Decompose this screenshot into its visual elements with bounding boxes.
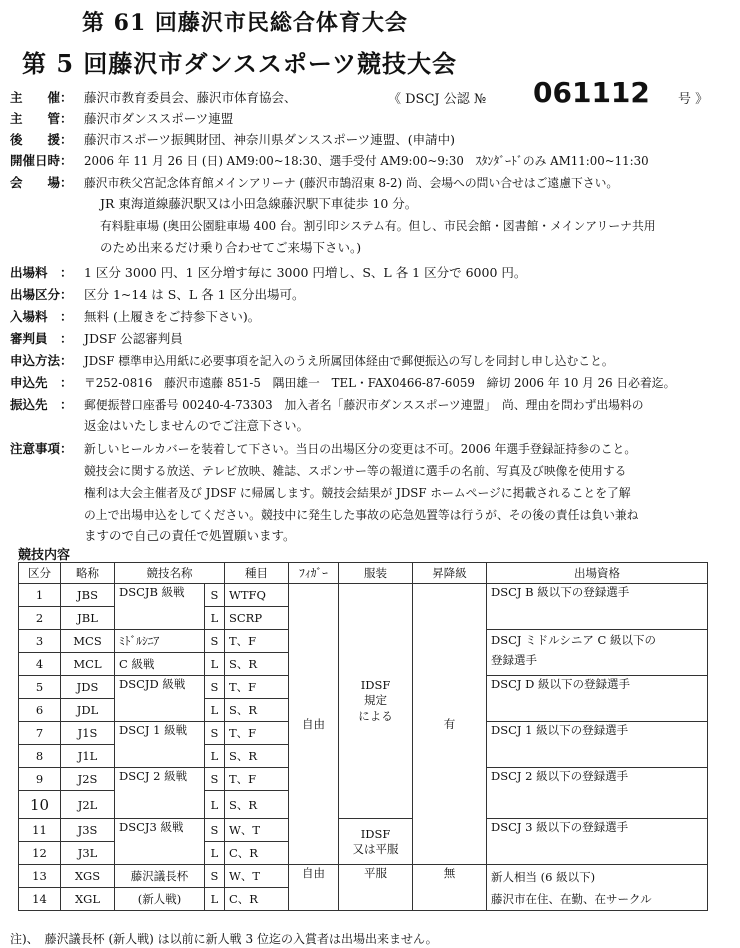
cell-dances: T、F xyxy=(225,630,289,653)
organizer-label: 主 催： xyxy=(10,90,73,105)
header-category: 区分 xyxy=(19,563,61,584)
dress-line: 又は平服 xyxy=(352,841,399,856)
cell-sl: L xyxy=(205,699,225,722)
venue-value-4: のため出来るだけ乗り合わせてご来場下さい。) xyxy=(100,240,362,255)
manager-label: 主 管： xyxy=(10,111,73,126)
cell-name: DSCJ 1 級戦 xyxy=(115,722,205,768)
header-figure: ﾌｨｶﾞｰ xyxy=(289,563,339,584)
qualification-line: 新人相当 (6 級以下) xyxy=(491,869,596,884)
cell-sl: S xyxy=(205,584,225,607)
cell-no: 8 xyxy=(19,745,61,768)
cell-abbr: JDL xyxy=(61,699,115,722)
dscj-suffix: 号 》 xyxy=(678,92,709,107)
cell-abbr: J3L xyxy=(61,842,115,865)
competition-table xyxy=(18,562,708,911)
cell-qualification: DSCJ D 級以下の登録選手 xyxy=(487,676,708,722)
manager-value: 藤沢市ダンススポーツ連盟 xyxy=(84,111,234,126)
dress-line: IDSF xyxy=(360,826,391,841)
cell-no: 6 xyxy=(19,699,61,722)
cell-no: 1 xyxy=(19,584,61,607)
cell-name: DSCJ3 級戦 xyxy=(115,819,205,865)
cell-dances: C、R xyxy=(225,842,289,865)
payment-label: 振込先 ： xyxy=(10,397,73,412)
notes-label: 注意事項： xyxy=(10,441,73,456)
apply-to-label: 申込先 ： xyxy=(10,375,73,390)
competition-section-title: 競技内容 xyxy=(18,548,71,563)
cell-figure: 自由 xyxy=(289,865,339,911)
entry-fee-label: 出場料 ： xyxy=(10,265,73,280)
cell-qualification: DSCJ 3 級以下の登録選手 xyxy=(487,819,708,865)
qualification-line: 藤沢市在住、在勤、在サークル xyxy=(491,891,652,906)
apply-to-value: 〒252-0816 藤沢市遠藤 851-5 隅田雄一 TEL・FAX0466-87-6059 締切 2006 年 10 月 26 日必着迄。 xyxy=(84,376,676,390)
header-dress: 服装 xyxy=(339,563,413,584)
support-value: 藤沢市スポーツ振興財団、神奈川県ダンススポーツ連盟、(申請中) xyxy=(84,132,456,147)
cell-dances: C、R xyxy=(225,888,289,911)
cell-name: (新人戦) xyxy=(115,888,205,911)
cell-dances: W、T xyxy=(225,819,289,842)
header-dances: 種目 xyxy=(225,563,289,584)
cell-name: ﾐﾄﾞﾙｼﾆｱ xyxy=(115,630,205,653)
table-row xyxy=(19,865,708,888)
cell-name: DSCJ 2 級戦 xyxy=(115,768,205,819)
cell-dances: S、R xyxy=(225,745,289,768)
entry-fee-value: 1 区分 3000 円、1 区分増す毎に 3000 円増し、S、L 各 1 区分で 6000 円。 xyxy=(84,265,527,280)
cell-dances: S、R xyxy=(225,699,289,722)
cell-dress xyxy=(339,584,413,819)
cell-no: 3 xyxy=(19,630,61,653)
cell-name: DSCJD 級戦 xyxy=(115,676,205,722)
header-abbr: 略称 xyxy=(61,563,115,584)
cell-abbr: XGL xyxy=(61,888,115,911)
header-grade: 昇降級 xyxy=(413,563,487,584)
table-header-row xyxy=(19,563,708,584)
header-qualification: 出場資格 xyxy=(487,563,708,584)
cell-dances: T、F xyxy=(225,722,289,745)
cell-sl: L xyxy=(205,842,225,865)
header-name: 競技名称 xyxy=(115,563,225,584)
cell-figure: 自由 xyxy=(289,584,339,865)
cell-qualification: DSCJ B 級以下の登録選手 xyxy=(487,584,708,630)
cell-name: C 級戦 xyxy=(115,653,205,676)
apply-method-value: JDSF 標準申込用紙に必要事項を記入のうえ所属団体経由で郵便振込の写しを同封し申し込むこと。 xyxy=(84,354,614,368)
notes-value-2: 競技会に関する放送、テレビ放映、雑誌、スポンサー等の報道に選手の名前、写真及び映像を使用する xyxy=(84,464,627,478)
judges-label: 審判員 ： xyxy=(10,331,73,346)
dscj-number: 061112 xyxy=(533,76,650,109)
cell-abbr: XGS xyxy=(61,865,115,888)
dress-line: による xyxy=(358,709,393,723)
date-value: 2006 年 11 月 26 日 (日) AM9:00~18:30、選手受付 AM9:00~9:30 ｽﾀﾝﾀﾞｰﾄﾞのみ AM11:00~11:30 xyxy=(84,154,649,168)
cell-dances: S、R xyxy=(225,653,289,676)
cell-sl: S xyxy=(205,768,225,791)
cell-sl: S xyxy=(205,722,225,745)
dscj-prefix: 《 DSCJ 公認 № xyxy=(388,92,487,107)
cell-abbr: J1L xyxy=(61,745,115,768)
qualification-line: 登録選手 xyxy=(491,653,537,667)
cell-qualification: DSCJ 2 級以下の登録選手 xyxy=(487,768,708,819)
event-title: 第 61 回藤沢市民総合体育大会 xyxy=(82,10,408,36)
notes-value-3: 権利は大会主催者及び JDSF に帰属します。競技会結果が JDSF ホームページに掲載されることを了解 xyxy=(84,486,631,500)
cell-abbr: JBL xyxy=(61,607,115,630)
cell-no: 7 xyxy=(19,722,61,745)
venue-value-3: 有料駐車場 (奥田公園駐車場 400 台。割引印システム有。但し、市民会館・図書館・メインアリーナ共用 xyxy=(100,219,656,233)
cell-no: 10 xyxy=(19,791,61,819)
venue-value-2: JR 東海道線藤沢駅又は小田急線藤沢駅下車徒歩 10 分。 xyxy=(100,196,418,211)
cell-abbr: JDS xyxy=(61,676,115,699)
cell-grade: 無 xyxy=(413,865,487,911)
admission-label: 入場料 ： xyxy=(10,309,73,324)
support-label: 後 援： xyxy=(10,132,73,147)
category-value: 区分 1~14 は S、L 各 1 区分出場可。 xyxy=(84,287,305,302)
cell-sl: L xyxy=(205,791,225,819)
organizer-value: 藤沢市教育委員会、藤沢市体育協会、 xyxy=(84,90,297,105)
venue-value-1: 藤沢市秩父宮記念体育館メインアリーナ (藤沢市鵠沼東 8-2) 尚、会場への問い合せはご遠慮下さい。 xyxy=(84,176,619,190)
judges-value: JDSF 公認審判員 xyxy=(84,331,183,346)
cell-no: 5 xyxy=(19,676,61,699)
dress-line: IDSF xyxy=(360,678,391,692)
competition-title: 第 5 回藤沢市ダンススポーツ競技大会 xyxy=(22,49,457,78)
cell-no: 4 xyxy=(19,653,61,676)
table-row xyxy=(19,584,708,607)
cell-sl: L xyxy=(205,653,225,676)
cell-no: 11 xyxy=(19,819,61,842)
payment-value-2: 返金はいたしませんのでご注意下さい。 xyxy=(84,418,310,433)
cell-sl: S xyxy=(205,865,225,888)
cell-qualification: DSCJ 1 級以下の登録選手 xyxy=(487,722,708,768)
cell-grade: 有 xyxy=(413,584,487,865)
notes-value-4: の上で出場申込をしてください。競技中に発生した事故の応急処置等は行うが、その後の責任は負い兼ね xyxy=(84,508,639,522)
cell-sl: S xyxy=(205,819,225,842)
cell-no: 12 xyxy=(19,842,61,865)
date-label: 開催日時： xyxy=(10,153,73,168)
dress-line: 規定 xyxy=(364,693,387,707)
table-row xyxy=(19,819,708,842)
apply-method-label: 申込方法： xyxy=(10,353,73,368)
cell-abbr: MCS xyxy=(61,630,115,653)
cell-abbr: J1S xyxy=(61,722,115,745)
cell-qualification xyxy=(487,865,708,911)
cell-dress xyxy=(339,819,413,865)
qualification-line: DSCJ ミドルシニア C 級以下の xyxy=(491,633,656,647)
cell-no: 2 xyxy=(19,607,61,630)
cell-dress: 平服 xyxy=(339,865,413,911)
footnote: 注)、 藤沢議長杯 (新人戦) は以前に新人戦 3 位迄の入賞者は出場出来ません。 xyxy=(10,932,438,946)
cell-sl: S xyxy=(205,676,225,699)
cell-no: 14 xyxy=(19,888,61,911)
cell-sl: L xyxy=(205,607,225,630)
notes-value-1: 新しいヒールカバーを装着して下さい。当日の出場区分の変更は不可。2006 年選手登録証持参のこと。 xyxy=(84,442,637,456)
cell-name: 藤沢議長杯 xyxy=(115,865,205,888)
cell-name: DSCJB 級戦 xyxy=(115,584,205,630)
cell-dances: T、F xyxy=(225,676,289,699)
cell-abbr: J2S xyxy=(61,768,115,791)
venue-label: 会 場： xyxy=(10,175,73,190)
cell-dances: W、T xyxy=(225,865,289,888)
cell-abbr: JBS xyxy=(61,584,115,607)
category-label: 出場区分： xyxy=(10,287,73,302)
cell-abbr: J3S xyxy=(61,819,115,842)
payment-value-1: 郵便振替口座番号 00240-4-73303 加入者名「藤沢市ダンススポーツ連盟」 尚、理由を問わず出場料の xyxy=(84,398,644,412)
dscj-certification xyxy=(388,76,709,109)
cell-sl: L xyxy=(205,745,225,768)
cell-abbr: MCL xyxy=(61,653,115,676)
cell-abbr: J2L xyxy=(61,791,115,819)
cell-sl: S xyxy=(205,630,225,653)
cell-no: 13 xyxy=(19,865,61,888)
cell-dances: WTFQ xyxy=(225,584,289,607)
cell-dances: S、R xyxy=(225,791,289,819)
cell-dances: SCRP xyxy=(225,607,289,630)
notes-value-5: ますので自己の責任で処置願います。 xyxy=(84,528,296,543)
admission-value: 無料 (上履きをご持参下さい)。 xyxy=(84,309,261,324)
cell-dances: T、F xyxy=(225,768,289,791)
cell-no: 9 xyxy=(19,768,61,791)
cell-sl: L xyxy=(205,888,225,911)
cell-qualification xyxy=(487,630,708,676)
